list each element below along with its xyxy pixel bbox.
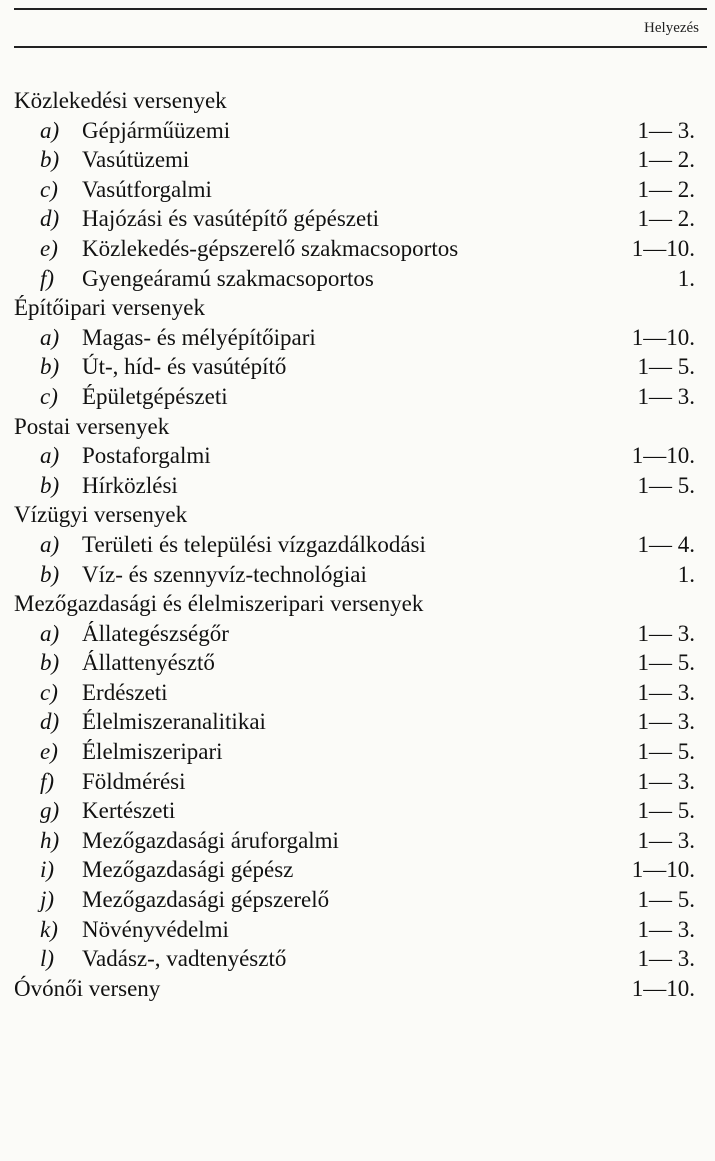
placement-range: 1— 4. [637, 531, 695, 557]
list-item [0, 116, 715, 146]
item-letter: b) [40, 472, 60, 498]
item-letter: f) [40, 265, 55, 291]
list-item [0, 175, 715, 205]
competition-list [0, 86, 715, 1003]
item-label: Élelmiszeranalitikai [82, 709, 266, 735]
placement-range: 1— 3. [637, 679, 695, 705]
item-label: Épületgépészeti [82, 383, 228, 409]
item-letter: b) [40, 354, 60, 380]
item-label: Hírközlési [82, 472, 178, 498]
item-letter: j) [40, 887, 55, 913]
placement-range: 1— 3. [637, 768, 695, 794]
section-title: Postai versenyek [14, 413, 170, 439]
placement-range: 1— 3. [637, 827, 695, 853]
list-item [0, 767, 715, 797]
item-label: Vasútforgalmi [82, 176, 212, 202]
list-item [0, 944, 715, 974]
list-item [0, 471, 715, 501]
item-letter: a) [40, 324, 60, 350]
item-label: Kertészeti [82, 798, 176, 824]
item-label: Erdészeti [82, 679, 168, 705]
item-label: Állattenyésztő [82, 650, 215, 676]
item-letter: k) [40, 916, 58, 942]
placement-range: 1—10. [631, 235, 695, 261]
item-letter: b) [40, 650, 60, 676]
placement-range: 1—10. [631, 324, 695, 350]
list-item [0, 826, 715, 856]
placement-range: 1— 2. [637, 176, 695, 202]
section-heading [0, 974, 715, 1004]
item-label: Földmérési [82, 768, 186, 794]
item-label: Mezőgazdasági gépszerelő [82, 887, 330, 913]
item-letter: b) [40, 147, 60, 173]
list-item [0, 382, 715, 412]
placement-range: 1— 3. [637, 916, 695, 942]
section-title: Közlekedési versenyek [14, 88, 227, 113]
section-title: Építőipari versenyek [14, 295, 205, 321]
list-item [0, 352, 715, 382]
placement-range: 1— 5. [637, 887, 695, 913]
placement-range: 1. [677, 265, 695, 291]
item-letter: g) [40, 798, 60, 824]
item-letter: h) [40, 827, 60, 853]
section-heading [0, 86, 715, 116]
placement-range: 1— 5. [637, 798, 695, 824]
list-item [0, 560, 715, 590]
placement-range: 1— 3. [637, 383, 695, 409]
placement-range: 1. [677, 561, 695, 587]
placement-range: 1— 3. [637, 946, 695, 972]
placement-range: 1— 5. [637, 739, 695, 765]
placement-range: 1— 2. [637, 206, 695, 232]
section-heading [0, 500, 715, 530]
placement-range: 1— 2. [637, 147, 695, 173]
item-label: Növényvédelmi [82, 916, 229, 942]
list-item [0, 855, 715, 885]
placement-range: 1— 5. [637, 650, 695, 676]
item-letter: d) [40, 709, 60, 735]
item-label: Állategészségőr [82, 620, 229, 646]
list-item [0, 885, 715, 915]
item-label: Út-, híd- és vasútépítő [82, 354, 287, 380]
list-item [0, 204, 715, 234]
list-item [0, 530, 715, 560]
item-label: Vasútüzemi [82, 147, 190, 173]
item-letter: c) [40, 176, 58, 202]
section-title: Mezőgazdasági és élelmiszeripari versenyek [14, 591, 424, 617]
item-label: Gépjárműüzemi [82, 117, 231, 143]
placement-range: 1— 5. [637, 472, 695, 498]
placement-range: 1— 3. [637, 117, 695, 143]
item-letter: f) [40, 768, 55, 794]
item-letter: a) [40, 620, 60, 646]
section-title: Óvónői verseny [14, 975, 161, 1001]
header-rule [14, 46, 707, 48]
list-item [0, 737, 715, 767]
item-label: Mezőgazdasági gépész [82, 857, 294, 883]
item-label: Gyengeáramú szakmacsoportos [82, 265, 374, 291]
item-label: Postaforgalmi [82, 443, 211, 469]
item-label: Vadász-, vadtenyésztő [82, 946, 287, 972]
item-letter: c) [40, 679, 58, 705]
placement-range: 1—10. [631, 975, 695, 1001]
placement-range: 1—10. [631, 443, 695, 469]
item-label: Élelmiszeripari [82, 739, 223, 765]
item-label: Hajózási és vasútépítő gépészeti [82, 206, 379, 232]
item-label: Területi és települési vízgazdálkodási [82, 531, 426, 557]
placement-range: 1— 3. [637, 620, 695, 646]
item-letter: e) [40, 739, 58, 765]
list-item [0, 234, 715, 264]
column-header-placement: Helyezés [644, 20, 699, 36]
item-label: Közlekedés-gépszerelő szakmacsoportos [82, 235, 459, 261]
section-title: Vízügyi versenyek [14, 502, 188, 528]
list-item [0, 145, 715, 175]
placement-range: 1—10. [631, 857, 695, 883]
section-heading [0, 412, 715, 442]
list-item [0, 678, 715, 708]
item-label: Víz- és szennyvíz-technológiai [82, 561, 367, 587]
item-letter: b) [40, 561, 60, 587]
list-item [0, 619, 715, 649]
placement-range: 1— 5. [637, 354, 695, 380]
list-item [0, 648, 715, 678]
list-item [0, 264, 715, 294]
item-label: Magas- és mélyépítőipari [82, 324, 316, 350]
list-item [0, 796, 715, 826]
item-letter: c) [40, 383, 58, 409]
item-letter: a) [40, 531, 60, 557]
item-letter: i) [40, 857, 55, 883]
item-label: Mezőgazdasági áruforgalmi [82, 827, 339, 853]
list-item [0, 441, 715, 471]
item-letter: a) [40, 443, 60, 469]
list-item [0, 707, 715, 737]
item-letter: a) [40, 117, 60, 143]
item-letter: d) [40, 206, 60, 232]
list-item [0, 915, 715, 945]
item-letter: l) [40, 946, 55, 972]
item-letter: e) [40, 235, 58, 261]
list-item [0, 323, 715, 353]
section-heading [0, 293, 715, 323]
top-rule [14, 8, 707, 10]
placement-range: 1— 3. [637, 709, 695, 735]
section-heading [0, 589, 715, 619]
